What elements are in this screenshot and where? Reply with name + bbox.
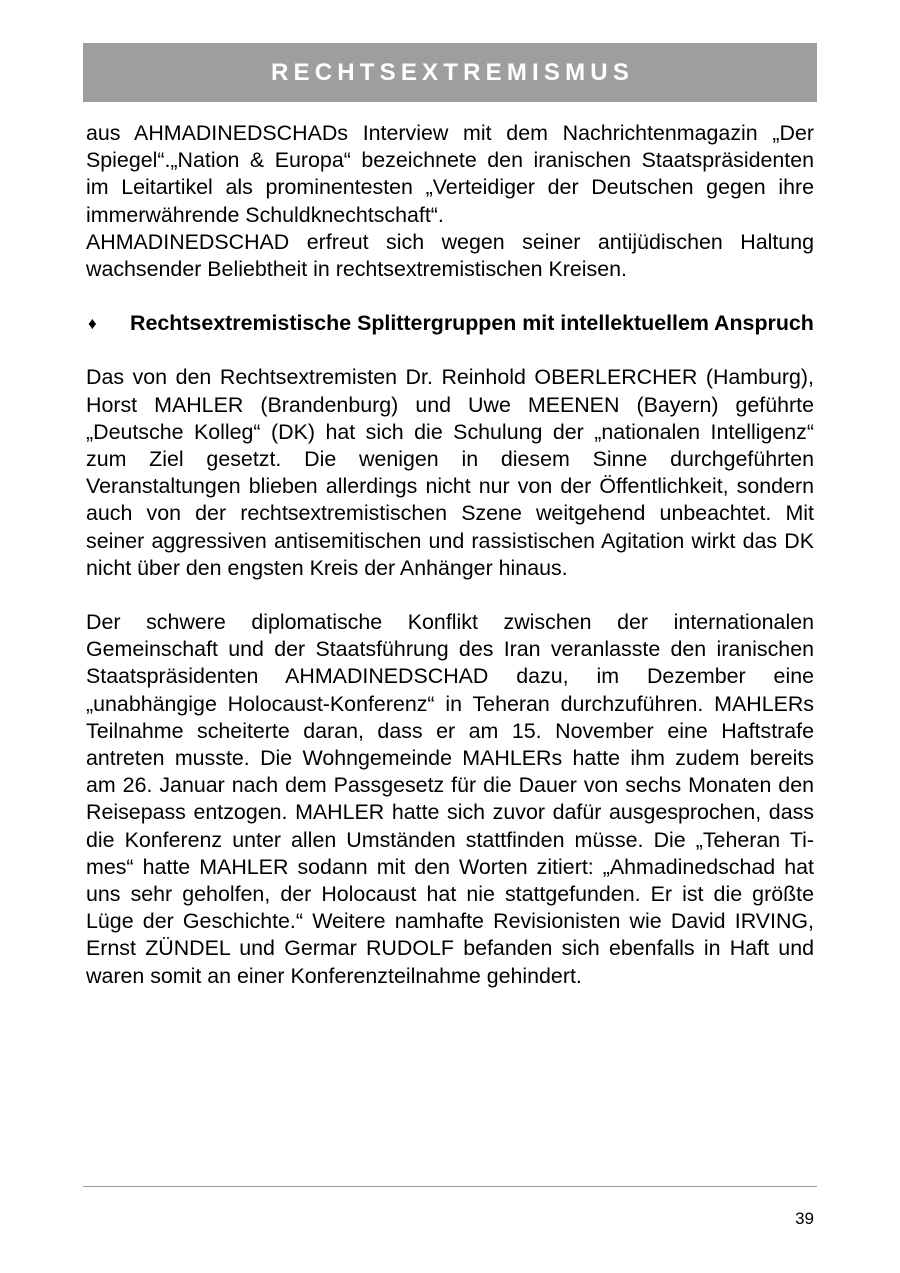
paragraph-2: AHMADINEDSCHAD erfreut sich wegen seiner antijüdischen Haltung wachsender Beliebtheit in rechtsextremistischen Kreisen. xyxy=(86,229,814,282)
page-number: 39 xyxy=(795,1209,814,1228)
paragraph-1: aus AHMADINEDSCHADs Interview mit dem Nachrichtenmagazin „Der Spiegel“.„Nation & Europa“ bezeichnete den iranischen Staatspräsidenten im Leitartikel als prominentesten „Verteidiger der Deutschen gegen ihre immerwährende Schuldknechtschaft“. xyxy=(86,121,814,227)
header-bar xyxy=(83,43,817,102)
section-heading-text: Rechtsextremistische Splittergruppen mit intellektuellem Anspruch xyxy=(130,311,814,336)
page-content xyxy=(86,120,814,990)
section-heading xyxy=(86,310,814,337)
footer-divider xyxy=(83,1186,817,1187)
paragraph-4: Der schwere diplomatische Konflikt zwischen der internationalen Gemeinschaft und der Staatsführung des Iran veranlasste den iranischen Staatspräsidenten AHMADINEDSCHAD dazu, im Dezember eine „unabhängige Holocaust-Konferenz“ in Teheran durchzuführen. MAHLERs Teilnahme scheiterte daran, dass er am 15. November eine Haftstrafe antreten musste. Die Wohngemeinde MAHLERs hatte ihm zudem bereits am 26. Januar nach dem Passgesetz für die Dauer von sechs Monaten den Reisepass entzogen. MAHLER hatte sich zuvor dafür ausgesprochen, dass die Konferenz unter allen Umständen stattfinden müsse. Die „Teheran Times“ hatte MAHLER sodann mit den Worten zitiert: „Ahmadinedschad hat uns sehr geholfen, der Holocaust hat nie stattgefunden. Er ist die größte Lüge der Geschichte.“ Weitere namhafte Revisionisten wie David IRVING, Ernst ZÜNDEL und Germar RUDOLF befanden sich ebenfalls in Haft und waren somit an einer Konferenzteilnahme gehindert. xyxy=(86,610,814,988)
page-header-title: RECHTSEXTREMISMUS xyxy=(270,58,635,86)
diamond-bullet-icon: ♦ xyxy=(88,314,97,334)
paragraph-3: Das von den Rechtsextremisten Dr. Reinhold OBERLERCHER (Hamburg), Horst MAHLER (Brandenburg) und Uwe MEENEN (Bayern) geführte „Deutsche Kolleg“ (DK) hat sich die Schulung der „nationalen Intelligenz“ zum Ziel gesetzt. Die wenigen in diesem Sinne durchgeführten Veranstaltungen blieben allerdings nicht nur von der Öffentlichkeit, sondern auch von der rechtsextremistischen Szene weitgehend unbeachtet. Mit seiner aggressiven antisemitischen und rassistischen Agitation wirkt das DK nicht über den engsten Kreis der Anhänger hinaus. xyxy=(86,365,814,580)
